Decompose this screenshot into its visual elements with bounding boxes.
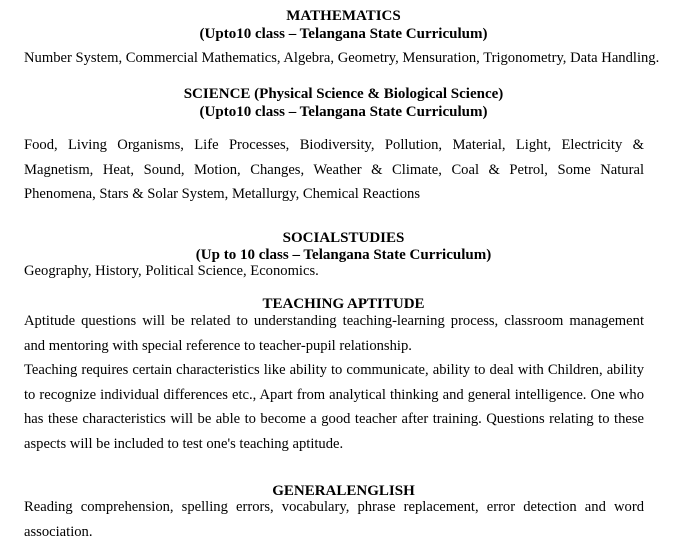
teaching-body-line: to recognize individual differences etc., Apart from analytical thinking and general intelligence. One who bbox=[24, 386, 644, 403]
science-body-line: Magnetism, Heat, Sound, Motion, Changes, Weather & Climate, Coal & Petrol, Some Natural bbox=[24, 161, 644, 178]
social-studies-body: Geography, History, Political Science, Economics. bbox=[24, 263, 319, 279]
social-studies-title: SOCIALSTUDIES bbox=[282, 230, 405, 246]
science-title: SCIENCE (Physical Science & Biological Science) bbox=[183, 86, 504, 102]
teaching-body-line: Teaching requires certain characteristics like ability to communicate, ability to deal with Children, ability bbox=[24, 362, 644, 378]
teaching-body-line: has these characteristics will be able to become a good teacher after training. Questions relating to these bbox=[24, 411, 644, 427]
teaching-body-line: Aptitude questions will be related to understanding teaching-learning process, classroom management bbox=[24, 313, 644, 329]
science-body-line: Food, Living Organisms, Life Processes, Biodiversity, Pollution, Material, Light, Electricity & bbox=[24, 137, 644, 153]
social-studies-subtitle: (Up to 10 class – Telangana State Curriculum) bbox=[195, 247, 492, 263]
english-body-line: association. bbox=[24, 523, 93, 540]
mathematics-subtitle: (Upto10 class – Telangana State Curriculum) bbox=[199, 26, 488, 42]
teaching-body-line: aspects will be included to test one's teaching aptitude. bbox=[24, 435, 344, 452]
science-body-line: Phenomena, Stars & Solar System, Metallurgy, Chemical Reactions bbox=[24, 186, 420, 202]
science-subtitle: (Upto10 class – Telangana State Curriculum) bbox=[199, 104, 488, 120]
mathematics-title: MATHEMATICS bbox=[286, 8, 401, 24]
teaching-aptitude-body bbox=[24, 309, 644, 456]
science-body bbox=[24, 133, 644, 207]
mathematics-body: Number System, Commercial Mathematics, Algebra, Geometry, Mensuration, Trigonometry, Data Handling. bbox=[24, 50, 660, 66]
general-english-title: GENERALENGLISH bbox=[272, 483, 415, 499]
english-body-line: Reading comprehension, spelling errors, vocabulary, phrase replacement, error detection and word bbox=[24, 499, 644, 515]
general-english-body bbox=[24, 495, 644, 544]
teaching-aptitude-title: TEACHING APTITUDE bbox=[262, 296, 425, 312]
teaching-body-line: and mentoring with special reference to teacher-pupil relationship. bbox=[24, 337, 412, 354]
